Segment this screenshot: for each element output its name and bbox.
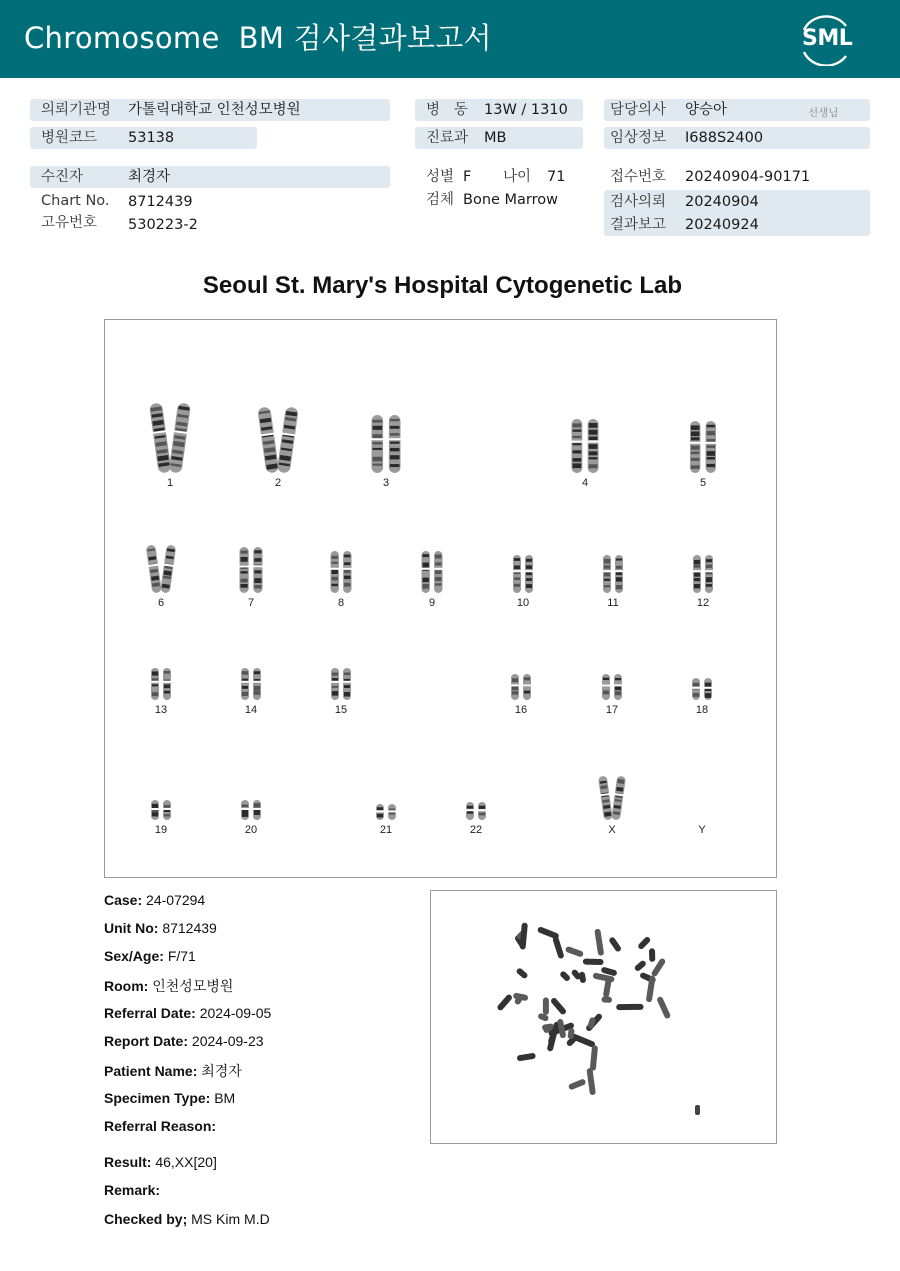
doctor-label: 담당의사 — [610, 102, 667, 118]
institution-label: 의뢰기관명 — [41, 102, 112, 118]
chromosome-8 — [330, 551, 352, 593]
chromosome-21 — [376, 804, 397, 820]
chromosome-19 — [151, 800, 172, 820]
logo-text: SML — [802, 26, 853, 51]
chromosome-label-6: 6 — [157, 597, 165, 609]
result-line: Result: 46,XX[20] — [104, 1154, 217, 1170]
case-line: Case: 24-07294 — [104, 892, 206, 908]
chromosome-1 — [148, 402, 191, 473]
request-label: 검사의뢰 — [610, 194, 667, 210]
bar-patient — [30, 166, 390, 188]
metaphase-image — [431, 891, 776, 1143]
institution-value: 가톨릭대학교 인천성모병원 — [128, 102, 301, 118]
chromosome-6 — [145, 544, 177, 593]
header-band — [0, 0, 900, 78]
chromosome-3 — [371, 415, 401, 473]
room-line: Room: 인천성모병원 — [104, 978, 234, 994]
chromosome-label-16: 16 — [514, 704, 528, 716]
chromosome-label-Y: Y — [698, 824, 706, 836]
report-label: 결과보고 — [610, 217, 667, 233]
remark-line: Remark: — [104, 1182, 161, 1198]
chromosome-label-15: 15 — [334, 704, 348, 716]
chromosome-13 — [151, 668, 172, 700]
specimen-type-line: Specimen Type: BM — [104, 1090, 236, 1106]
sml-logo — [796, 12, 854, 66]
chromosome-label-18: 18 — [695, 704, 709, 716]
doctor-suffix: 선생님 — [808, 107, 839, 119]
chromosome-10 — [513, 555, 534, 593]
unique-no-label: 고유번호 — [41, 215, 98, 231]
checked-by-line: Checked by; MS Kim M.D — [104, 1211, 270, 1227]
doctor-value: 양승아 — [685, 102, 728, 118]
department-label: 진료과 — [426, 130, 469, 146]
chromosome-17 — [602, 674, 623, 700]
chromosome-label-7: 7 — [247, 597, 255, 609]
chromosome-14 — [241, 668, 262, 700]
hospital-code-value: 53138 — [128, 130, 175, 146]
chromosome-label-4: 4 — [581, 477, 589, 489]
report-value: 20240924 — [685, 217, 759, 233]
receipt-value: 20240904-90171 — [685, 169, 811, 185]
referral-date-line: Referral Date: 2024-09-05 — [104, 1005, 272, 1021]
clinical-label: 임상정보 — [610, 130, 667, 146]
chromosome-label-10: 10 — [516, 597, 530, 609]
ward-value: 13W / 1310 — [484, 102, 568, 118]
chromosome-label-20: 20 — [244, 824, 258, 836]
age-value: 71 — [547, 169, 566, 185]
age-label: 나이 — [503, 169, 532, 185]
specimen-label: 검체 — [426, 192, 455, 208]
department-value: MB — [484, 130, 507, 146]
chromosome-9 — [421, 551, 443, 593]
hospital-code-label: 병원코드 — [41, 130, 98, 146]
chromosome-label-3: 3 — [382, 477, 390, 489]
chromosome-2 — [257, 406, 300, 473]
referral-reason-line: Referral Reason: — [104, 1118, 217, 1134]
chromosome-label-17: 17 — [605, 704, 619, 716]
chromosome-20 — [241, 800, 262, 820]
chromosome-label-21: 21 — [379, 824, 393, 836]
chromosome-label-12: 12 — [696, 597, 710, 609]
metaphase-panel — [430, 890, 777, 1144]
ward-label: 병 동 — [426, 102, 468, 118]
sexage-line: Sex/Age: F/71 — [104, 948, 196, 964]
clinical-value: I688S2400 — [685, 130, 764, 146]
patient-name-line: Patient Name: 최경자 — [104, 1063, 242, 1079]
receipt-label: 접수번호 — [610, 169, 667, 185]
chromosome-label-19: 19 — [154, 824, 168, 836]
chromosome-label-1: 1 — [166, 477, 174, 489]
patient-value: 최경자 — [128, 169, 171, 185]
chromosome-label-9: 9 — [428, 597, 436, 609]
patient-label: 수진자 — [41, 169, 84, 185]
report-date-line: Report Date: 2024-09-23 — [104, 1033, 264, 1049]
report-title: Chromosome BM 검사결과보고서 — [24, 21, 492, 55]
unit-line: Unit No: 8712439 — [104, 920, 217, 936]
chromosome-label-14: 14 — [244, 704, 258, 716]
chromosome-7 — [239, 547, 263, 593]
chromosome-label-2: 2 — [274, 477, 282, 489]
chromosome-16 — [511, 674, 532, 700]
chromosome-label-22: 22 — [469, 824, 483, 836]
chromosome-15 — [331, 668, 352, 700]
request-value: 20240904 — [685, 194, 759, 210]
unique-no-value: 530223-2 — [128, 217, 198, 233]
chromosome-22 — [466, 802, 487, 820]
chromosome-label-5: 5 — [699, 477, 707, 489]
chromosome-18 — [692, 678, 713, 700]
chart-no-label: Chart No. — [41, 193, 110, 209]
sex-value: F — [463, 169, 472, 185]
chromosome-5 — [690, 421, 717, 473]
chromosome-4 — [571, 419, 599, 473]
chromosome-11 — [603, 555, 624, 593]
chromosome-label-X: X — [608, 824, 616, 836]
chromosome-label-13: 13 — [154, 704, 168, 716]
chromosome-label-11: 11 — [607, 597, 619, 609]
karyogram-panel — [104, 319, 777, 878]
chromosome-X — [597, 776, 626, 821]
lab-title: Seoul St. Mary's Hospital Cytogenetic Lab — [202, 272, 683, 299]
sex-label: 성별 — [426, 169, 455, 185]
metaphase-chromosomes — [496, 922, 700, 1115]
chart-no-value: 8712439 — [128, 194, 193, 210]
chromosome-12 — [693, 555, 714, 593]
chromosome-label-8: 8 — [337, 597, 345, 609]
specimen-value: Bone Marrow — [463, 192, 559, 208]
